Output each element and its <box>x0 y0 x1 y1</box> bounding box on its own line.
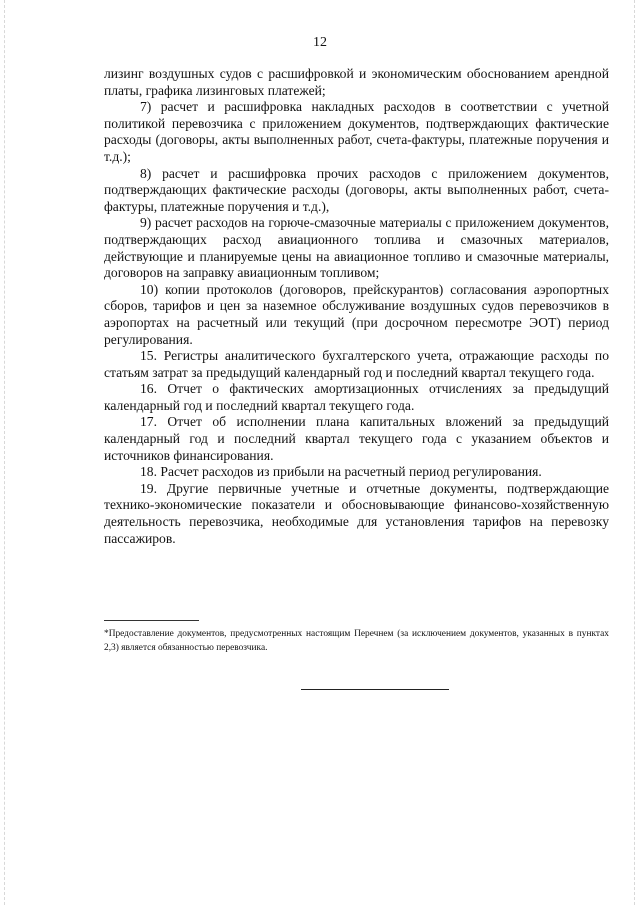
document-end-line <box>301 689 449 690</box>
paragraph-item-16: 16. Отчет о фактических амортизационных отчислениях за предыдущий календарный год и последний квартал текущего года. <box>104 381 609 413</box>
scan-edge-right <box>634 0 635 905</box>
paragraph-item-7: 7) расчет и расшифровка накладных расходов в соответствии с учетной политикой перевозчика с приложением документов, подтверждающих фактические расходы (договоры, акты выполненных работ, счета-фактуры, платежные поручения и т.д.); <box>104 99 609 164</box>
paragraph-leasing-continuation: лизинг воздушных судов с расшифровкой и экономическим обоснованием арендной платы, графика лизинговых платежей; <box>104 66 609 98</box>
paragraph-item-9: 9) расчет расходов на горюче-смазочные материалы с приложением документов, подтверждающих расход авиационного топлива и смазочных материалов, действующие и планируемые цены на авиационное топливо и смазочные материалы, договоров на заправку авиационным топливом; <box>104 215 609 281</box>
paragraph-item-19: 19. Другие первичные учетные и отчетные документы, подтверждающие технико-экономические показатели и обосновывающие финансово-хозяйственную деятельность перевозчика, необходимые для установления тарифов на перевозку пассажиров. <box>104 480 609 546</box>
paragraph-item-8: 8) расчет и расшифровка прочих расходов с приложением документов, подтверждающих фактические расходы (договоры, акты выполненных работ, счета-фактуры, платежные поручения и т.д.), <box>104 165 609 214</box>
document-body <box>104 66 609 547</box>
paragraph-item-18: 18. Расчет расходов из прибыли на расчетный период регулирования. <box>140 464 542 480</box>
paragraph-item-15: 15. Регистры аналитического бухгалтерского учета, отражающие расходы по статьям затрат за предыдущий календарный год и последний квартал текущего года. <box>104 348 609 380</box>
paragraph-item-10: 10) копии протоколов (договоров, прейскурантов) согласования аэропортных сборов, тарифов и цен за наземное обслуживание воздушных судов перевозчиков в аэропортах на расчетный или текущий (при досрочном пересмотре ЭОТ) период регулирования. <box>104 281 609 347</box>
scan-edge-left <box>4 0 5 905</box>
page-number: 12 <box>313 35 327 50</box>
paragraph-item-17: 17. Отчет об исполнении плана капитальных вложений за предыдущий календарный год и последний квартал текущего года с указанием объектов и источников финансирования. <box>104 414 609 463</box>
footnote-separator <box>104 620 199 621</box>
footnote: *Предоставление документов, предусмотренных настоящим Перечнем (за исключением документов, указанных в пунктах 2,3) является обязанностью перевозчика. <box>104 629 609 653</box>
